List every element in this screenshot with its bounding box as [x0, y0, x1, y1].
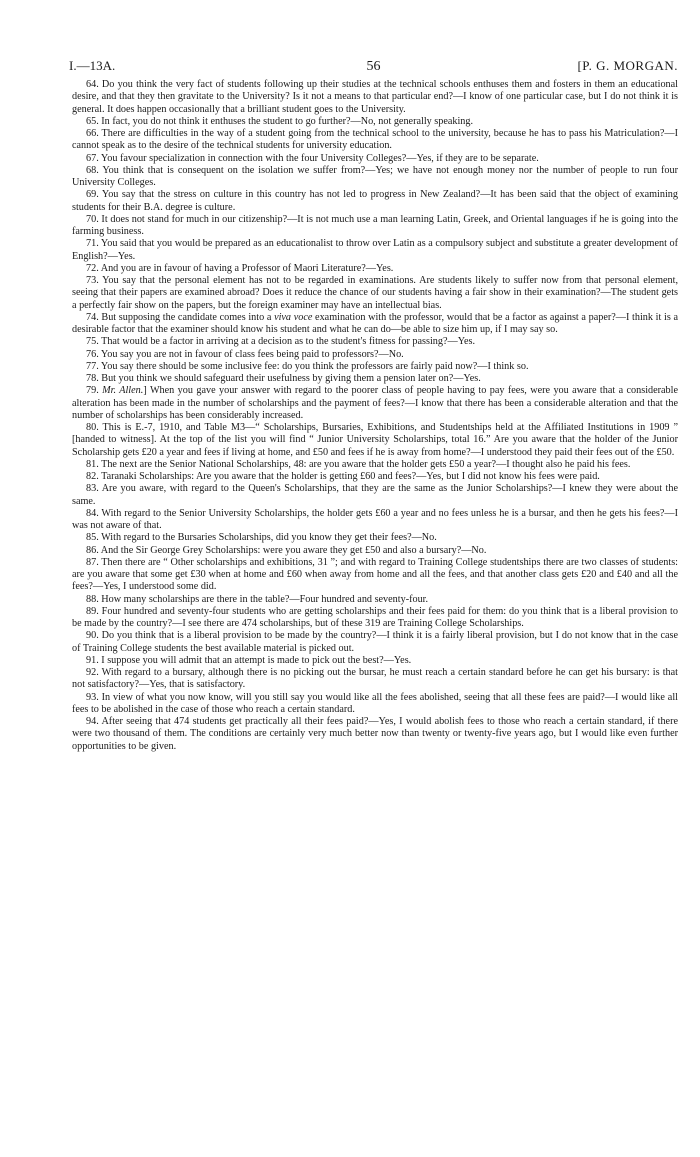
question-64: 64. Do you think the very fact of students following up their studies at the technical schools enthuses them and fosters in them an educational desire, and that they then gravitate to the University? Is it not a means to that particular end?—I know of one particular case, but I do not think it is general. It does happen occasionally that a brilliant student goes to the University. — [72, 79, 678, 115]
question-78: 78. But you think we should safeguard their usefulness by giving them a pension later on?—Yes. — [86, 373, 481, 384]
testimony-body — [72, 79, 678, 753]
question-68: 68. You think that is consequent on the isolation we suffer from?—Yes; we have not enough money nor the number of people to run four University Colleges. — [72, 164, 678, 188]
question-82: 82. Taranaki Scholarships: Are you aware that the holder is getting £60 and fees?—Yes, but I did not know his fees were paid. — [86, 471, 600, 482]
question-76: 76. You say you are not in favour of class fees being paid to professors?—No. — [86, 348, 404, 360]
question-66: 66. There are difficulties in the way of a student going from the technical school to the university, because he has to pass his Matriculation?—I cannot speak as to the desire of the technical students for university education. — [72, 128, 678, 152]
question-90: 90. Do you think that is a liberal provision to be made by the country?—I think it is a fairly liberal provision, but I do not know that in the case of Training College students the best available material is picked out. — [72, 630, 678, 654]
question-89: 89. Four hundred and seventy-four students who are getting scholarships and their fees paid for them: do you think that is a liberal provision to be made by the country?—I see there are 474 scholarships, but of these 319 are Training College Scholarships. — [72, 605, 678, 629]
question-67: 67. You favour specialization in connection with the four University Colleges?—Yes, if they are to be separate. — [86, 152, 539, 164]
page-number: 56 — [366, 59, 381, 74]
question-70: 70. It does not stand for much in our citizenship?—It is not much use a man learning Latin, Greek, and Oriental languages if he is going into the farming business. — [72, 213, 678, 237]
witness-name: [P. G. MORGAN. — [577, 58, 678, 73]
question-74: 74. But supposing the candidate comes into a viva voce examination with the professor, would that be a factor as against a paper?—I think it is a desirable factor that the examiner should know his student and what he can do—be able to size him up, if I may say so. — [72, 311, 678, 335]
question-91: 91. I suppose you will admit that an attempt is made to pick out the best?—Yes. — [86, 654, 412, 666]
question-69: 69. You say that the stress on culture in this country has not led to progress in New Zealand?—It has been said that the object of examining students for their B.A. degree is culture. — [72, 189, 678, 213]
question-72: 72. And you are in favour of having a Professor of Maori Literature?—Yes. — [86, 262, 394, 274]
question-77: 77. You say there should be some inclusive fee: do you think the professors are fairly paid now?—I think so. — [86, 360, 529, 372]
question-94: 94. After seeing that 474 students get practically all their fees paid?—Yes, I would abolish fees to those who reach a certain standard, if there were two thousand of them. The conditions are certainly very much better now than twenty or twenty-five years ago, but I would like even further opportunities to be given. — [72, 716, 678, 752]
page-header — [69, 58, 678, 75]
document-reference: I.—13A. — [69, 58, 116, 73]
question-83: 83. Are you aware, with regard to the Queen's Scholarships, that they are the same as the Junior Scholarships?—I knew they were about the same. — [72, 483, 678, 507]
question-85: 85. With regard to the Bursaries Scholarships, did you know they get their fees?—No. — [86, 532, 437, 544]
question-92: 92. With regard to a bursary, although there is no picking out the bursar, he must reach a certain standard before he can get his bursary: is that not satisfactory?—Yes, that is satisfactory. — [72, 667, 678, 691]
question-75: 75. That would be a factor in arriving at a decision as to the student's fitness for passing?—Yes. — [86, 336, 476, 348]
question-93: 93. In view of what you now know, will you still say you would like all the fees abolished, seeing that all these fees are paid?—I would like all fees to be abolished in the case of those who reach a certain standard. — [72, 691, 678, 715]
question-86: 86. And the Sir George Grey Scholarships: were you aware they get £50 and also a bursary?—No. — [86, 544, 487, 556]
question-73: 73. You say that the personal element has not to be regarded in examinations. Are students likely to suffer now from that personal element, seeing that their papers are examined abroad? Does it reduce the chance of our students having a fair show in their examination?—The student gets a perfectly fair show on the papers, but the foreign examiner may have an intellectual bias. — [72, 275, 678, 311]
question-84: 84. With regard to the Senior University Scholarships, the holder gets £60 a year and no fees unless he is a bursar, and then he gets his fees?—I was not aware of that. — [72, 507, 678, 531]
question-80: 80. This is E.-7, 1910, and Table M3—“ Scholarships, Bursaries, Exhibitions, and Studentships held at the Affiliated Institutions in 1909 ” [handed to witness]. At the top of the list you will find “ Junior University Scholarships, total 16.” Are you aware that the holder of the Junior Scholarship gets £20 a year and fees if living at home, and £50 and fees if he is away from home?—I understood they paid their fees out of the £50. — [72, 422, 678, 458]
question-87: 87. Then there are “ Other scholarships and exhibitions, 31 ”; and with regard to Training College studentships there are two classes of students: are you aware that some get £30 when at home and £60 when away from home and all the fees, and that another class gets £20 and £40 and all the fees?—Yes, I understood some did. — [72, 556, 678, 593]
question-81: 81. The next are the Senior National Scholarships, 48: are you aware that the holder gets £50 a year?—I thought also he paid his fees. — [86, 458, 631, 470]
question-65: 65. In fact, you do not think it enthuses the student to go further?—No, not generally speaking. — [86, 115, 474, 127]
question-88: 88. How many scholarships are there in the table?—Four hundred and seventy-four. — [86, 593, 429, 605]
question-79: 79. Mr. Allen.] When you gave your answer with regard to the poorer class of people having to pay fees, were you aware that a considerable alteration has been made in the number of scholarships and the payment of fees?—I know that there has been a considerable alteration and that the number of scholarships has been considerably increased. — [72, 385, 679, 421]
question-71: 71. You said that you would be prepared as an educationalist to throw over Latin as a compulsory subject and substitute a greater development of English?—Yes. — [72, 238, 678, 262]
